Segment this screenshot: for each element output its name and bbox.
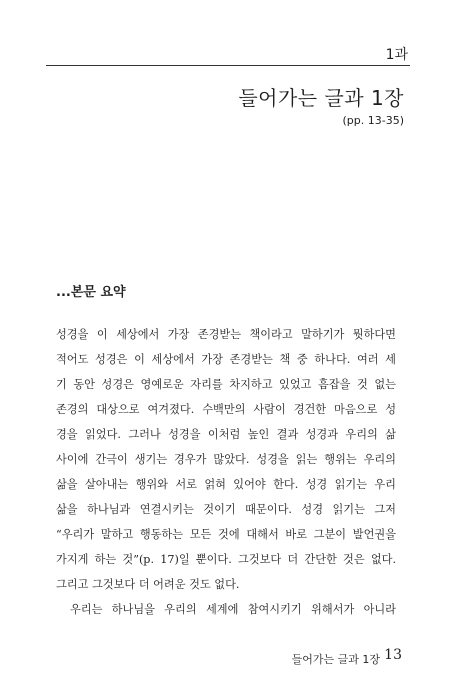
header-rule: [46, 65, 410, 66]
body-line: 사이에 간극이 생기는 경우가 많았다. 성경을 읽는 행위는 우리의: [56, 453, 396, 466]
lesson-number: 1과: [385, 47, 408, 63]
body-line: 적어도 성경은 이 세상에서 가장 존경받는 책 중 하나다. 여러 세: [56, 353, 396, 366]
body-text: [56, 322, 396, 622]
body-line: 가지게 하는 것”(p. 17)일 뿐이다. 그것보다 더 간단한 것은 없다.: [56, 553, 396, 566]
page-range: (pp. 13-35): [342, 114, 404, 127]
body-line: 성경을 이 세상에서 가장 존경받는 책이라고 말하기가 뭣하다면: [56, 328, 396, 341]
summary-heading: ...본문 요약: [56, 285, 126, 300]
body-line: 삶을 살아내는 행위와 서로 얽혀 있어야 한다. 성경 읽기는 우리: [56, 478, 396, 491]
body-line: 삶을 하나님과 연결시키는 것이기 때문이다. 성경 읽기는 그저: [56, 503, 396, 516]
body-line: 경을 읽었다. 그러나 성경을 이처럼 높인 결과 성경과 우리의 삶: [56, 428, 396, 441]
chapter-title: 들어가는 글과 1장: [238, 86, 404, 110]
body-line: 우리는 하나님을 우리의 세계에 참여시키기 위해서가 아니라: [70, 603, 396, 616]
body-line: “우리가 말하고 행동하는 모든 것에 대해서 바로 그분이 발언권을: [56, 528, 396, 541]
running-title: 들어가는 글과 1장: [291, 653, 380, 666]
page-number: 13: [384, 647, 402, 663]
body-line: 그리고 그것보다 더 어려운 것도 없다.: [56, 578, 240, 591]
body-line: 기 동안 성경은 영예로운 자리를 차지하고 있었고 흠잡을 것 없는: [56, 378, 396, 391]
body-line: 존경의 대상으로 여겨졌다. 수백만의 사람이 경건한 마음으로 성: [56, 403, 396, 416]
